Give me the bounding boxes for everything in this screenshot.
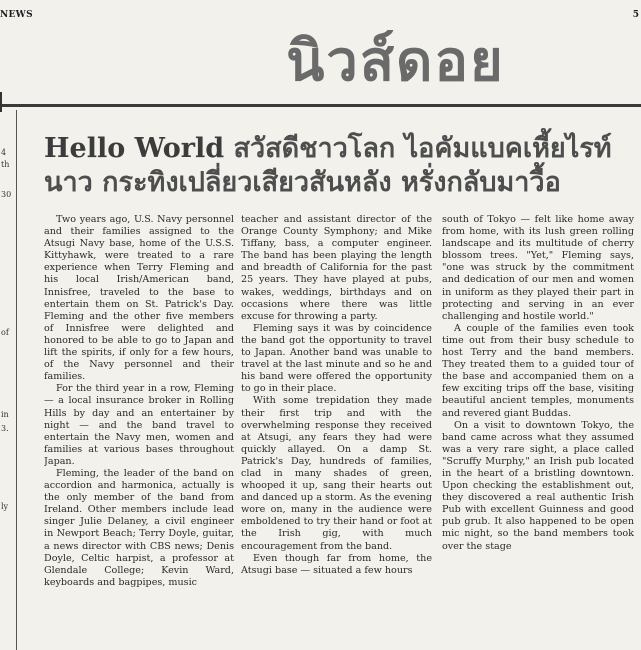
headline-thai: สวัสดีชาวโลก ไอคัมแบคเหี้ยไรท์นาว กระทิงเปลี่ยวเสียวสันหลัง หรั่งกลับมาวื้อ <box>44 133 612 198</box>
thai-title-banner: นิวส์ดอย <box>286 29 505 94</box>
banner-rule <box>0 104 641 107</box>
paragraph: A couple of the families even took time out from their busy schedule to host Terry and the band members. They treated them to a guided tour of the base and accompanied them on a few exciting trips off the base, visiting beautiful ancient temples, monuments and revered giant Buddas. <box>442 322 634 419</box>
article-column-1 <box>44 214 234 650</box>
article-column-3 <box>442 214 634 650</box>
margin-snippet: ly <box>1 502 9 511</box>
margin-snippet: 4 <box>1 148 7 157</box>
margin-snippet: 30 <box>1 190 12 199</box>
paragraph: teacher and assistant director of the Orange County Symphony; and Mike Tiffany, bass, a computer engineer. The band has been playing the length and breadth of California for the past 25 years. They have played at pubs, wakes, weddings, birthdays and on occasions where there was little excuse for throwing a party. <box>241 214 432 322</box>
article-column-2 <box>241 214 432 650</box>
page-header <box>0 0 641 20</box>
margin-snippet: 3. <box>1 424 9 433</box>
margin-snippet: th <box>1 160 10 169</box>
paragraph: On a visit to downtown Tokyo, the band came across what they assumed was a very rare sight, a place called "Scruffy Murphy," an Irish pub located in the heart of a bristling downtown. Upon checking the establishment out, they discovered a real authentic Irish Pub with excellent Guinness and good pub grub. It also happened to be open mic night, so the band members took over the stage <box>442 419 634 552</box>
paragraph: Fleming, the leader of the band on accordion and harmonica, actually is the only member of the band from Ireland. Other members include lead singer Julie Delaney, a civil engineer in Newport Beach; Terry Doyle, guitar, a news director with CBS news; Denis Doyle, Celtic harpist, a professor at Glendale College; Kevin Ward, keyboards and bagpipes, music <box>44 467 234 588</box>
paragraph: For the third year in a row, Fleming — a local insurance broker in Rolling Hills by day and an entertainer by night — and the band travel to entertain the Navy men, women and families at various bases throughout Japan. <box>44 383 234 467</box>
paragraph: Two years ago, U.S. Navy personnel and their families assigned to the Atsugi Navy base, home of the U.S.S. Kittyhawk, were treated to a rare experience when Terry Fleming and his local Irish/American band, Innisfree, traveled to the base to entertain them on St. Patrick's Day. Fleming and the other five members of Innisfree were delighted and honored to be able to go to Japan and lift the spirits, if only for a few hours, of the Navy personnel and their families. <box>44 214 234 383</box>
paragraph: south of Tokyo — felt like home away from home, with its lush green rolling landscape and its multitude of cherry blossom trees. "Yet," Fleming says, "one was struck by the commitment and dedication of our men and women in uniform as they played their part in protecting and serving in an ever challenging and hostile world." <box>442 214 634 322</box>
paragraph: Even though far from home, the Atsugi base — situated a few hours <box>241 552 432 576</box>
section-kicker: NEWS <box>0 10 33 20</box>
paragraph: Fleming says it was by coincidence the band got the opportunity to travel to Japan. Another band was unable to travel at the last minute and so he and his band were offered the opportunity to go in their place. <box>241 322 432 395</box>
margin-snippet: of <box>1 328 9 337</box>
paragraph: With some trepidation they made their first trip and with the overwhelming response they received at Atsugi, any fears they had were quickly allayed. On a damp St. Patrick's Day, hundreds of families, clad in many shades of green, whooped it up, sang their hearts out and danced up a storm. As the evening wore on, many in the audience were emboldened to try their hand or foot at the Irish gig, with much encouragement from the band. <box>241 395 432 552</box>
headline <box>44 132 639 200</box>
article-body <box>44 214 636 650</box>
left-frame-line <box>0 92 2 112</box>
page-number: 5 <box>632 10 639 20</box>
left-margin-column <box>0 110 17 650</box>
headline-english: Hello World <box>44 133 225 164</box>
margin-snippet: in <box>1 410 9 419</box>
